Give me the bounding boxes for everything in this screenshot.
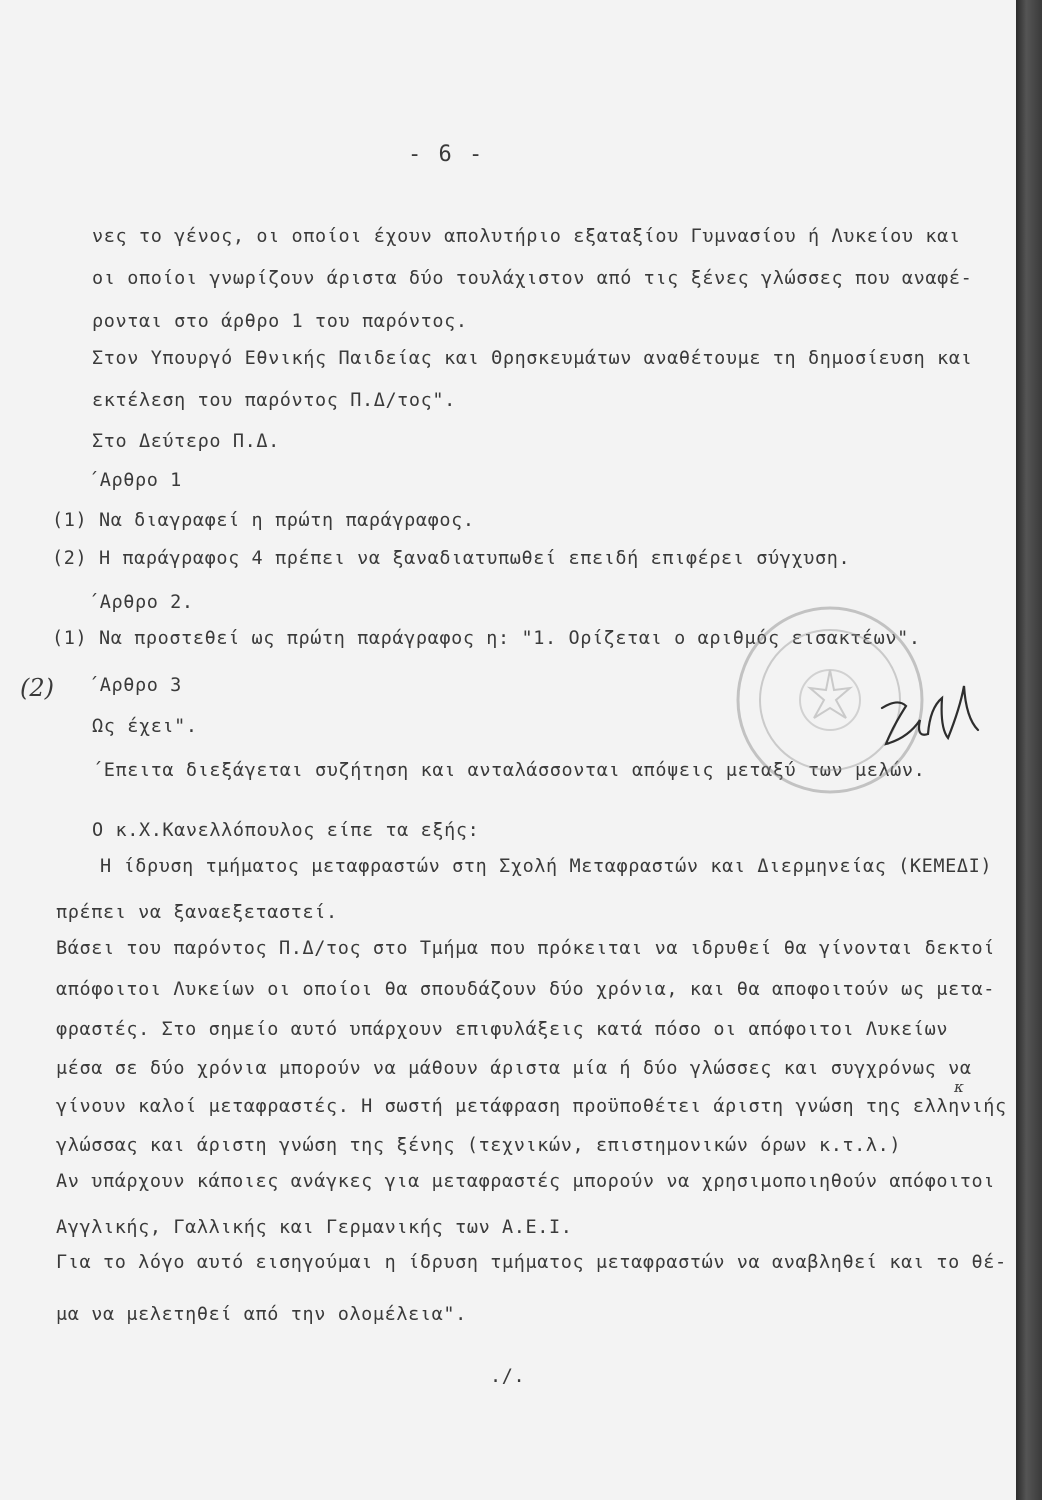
text-line: εκτέλεση του παρόντος Π.Δ/τος". — [92, 390, 456, 411]
article-heading: ΄Αρθρο 3 — [88, 675, 182, 696]
text-line: γλώσσας και άριστη γνώση της ξένης (τεχνικών, επιστημονικών όρων κ.τ.λ.) — [56, 1135, 902, 1156]
text-line: Η ίδρυση τμήματος μεταφραστών στη Σχολή Μεταφραστών και Διερμηνείας (ΚΕΜΕΔΙ) — [100, 856, 993, 877]
text-line: απόφοιτοι Λυκείων οι οποίοι θα σπουδάζουν δύο χρόνια, και θα αποφοιτούν ως μετα- — [56, 979, 996, 1000]
text-line: πρέπει να ξαναεξεταστεί. — [56, 902, 338, 923]
text-line: Για το λόγο αυτό εισηγούμαι η ίδρυση τμήματος μεταφραστών να αναβληθεί και το θέ- — [56, 1252, 1007, 1273]
article-heading: ΄Αρθρο 1 — [88, 470, 182, 491]
text-line: Βάσει του παρόντος Π.Δ/τος στο Τμήμα που πρόκειται να ιδρυθεί θα γίνονται δεκτοί — [56, 938, 996, 959]
page-number: - 6 - — [408, 142, 485, 167]
text-line: Αν υπάρχουν κάποιες ανάγκες για μεταφραστές μπορούν να χρησιμοποιηθούν απόφοιτοι — [56, 1171, 996, 1192]
text-line: μέσα σε δύο χρόνια μπορούν να μάθουν άριστα μία ή δύο γλώσσες και συγχρόνως να — [56, 1058, 972, 1079]
text-line: Ως έχει". — [92, 716, 198, 737]
handwritten-insertion-mark: κ — [954, 1078, 964, 1096]
binding-edge — [1016, 0, 1042, 1500]
text-line: (1) Να διαγραφεί η πρώτη παράγραφος. — [52, 510, 475, 531]
text-line: ΄Επειτα διεξάγεται συζήτηση και ανταλάσσονται απόψεις μεταξύ των μελών. — [92, 760, 926, 781]
text-line: οι οποίοι γνωρίζουν άριστα δύο τουλάχιστον από τις ξένες γλώσσες που αναφέ- — [92, 268, 973, 289]
text-line: φραστές. Στο σημείο αυτό υπάρχουν επιφυλάξεις κατά πόσο οι απόφοιτοι Λυκείων — [56, 1019, 949, 1040]
text-line: (1) Να προστεθεί ως πρώτη παράγραφος η: "1. Ορίζεται ο αριθμός εισακτέων". — [52, 628, 921, 649]
text-line: νες το γένος, οι οποίοι έχουν απολυτήριο εξαταξίου Γυμνασίου ή Λυκείου και — [92, 226, 961, 247]
handwritten-margin-note: (2) — [20, 674, 54, 702]
text-line: Ο κ.Χ.Κανελλόπουλος είπε τα εξής: — [92, 820, 480, 841]
text-line: Στο Δεύτερο Π.Δ. — [92, 431, 280, 452]
article-heading: ΄Αρθρο 2. — [88, 592, 194, 613]
handwritten-signature — [868, 668, 988, 758]
text-line: μα να μελετηθεί από την ολομέλεια". — [56, 1304, 467, 1325]
continuation-mark: ./. — [490, 1366, 526, 1387]
text-line: Στον Υπουργό Εθνικής Παιδείας και Θρησκευμάτων αναθέτουμε τη δημοσίευση και — [92, 348, 973, 369]
text-line: (2) Η παράγραφος 4 πρέπει να ξαναδιατυπωθεί επειδή επιφέρει σύγχυση. — [52, 548, 851, 569]
text-line: Αγγλικής, Γαλλικής και Γερμανικής των Α.Ε.Ι. — [56, 1217, 573, 1238]
text-line: ρονται στο άρθρο 1 του παρόντος. — [92, 311, 468, 332]
text-line: γίνουν καλοί μεταφραστές. Η σωστή μετάφραση προϋποθέτει άριστη γνώση της ελληνιής — [56, 1096, 1007, 1117]
